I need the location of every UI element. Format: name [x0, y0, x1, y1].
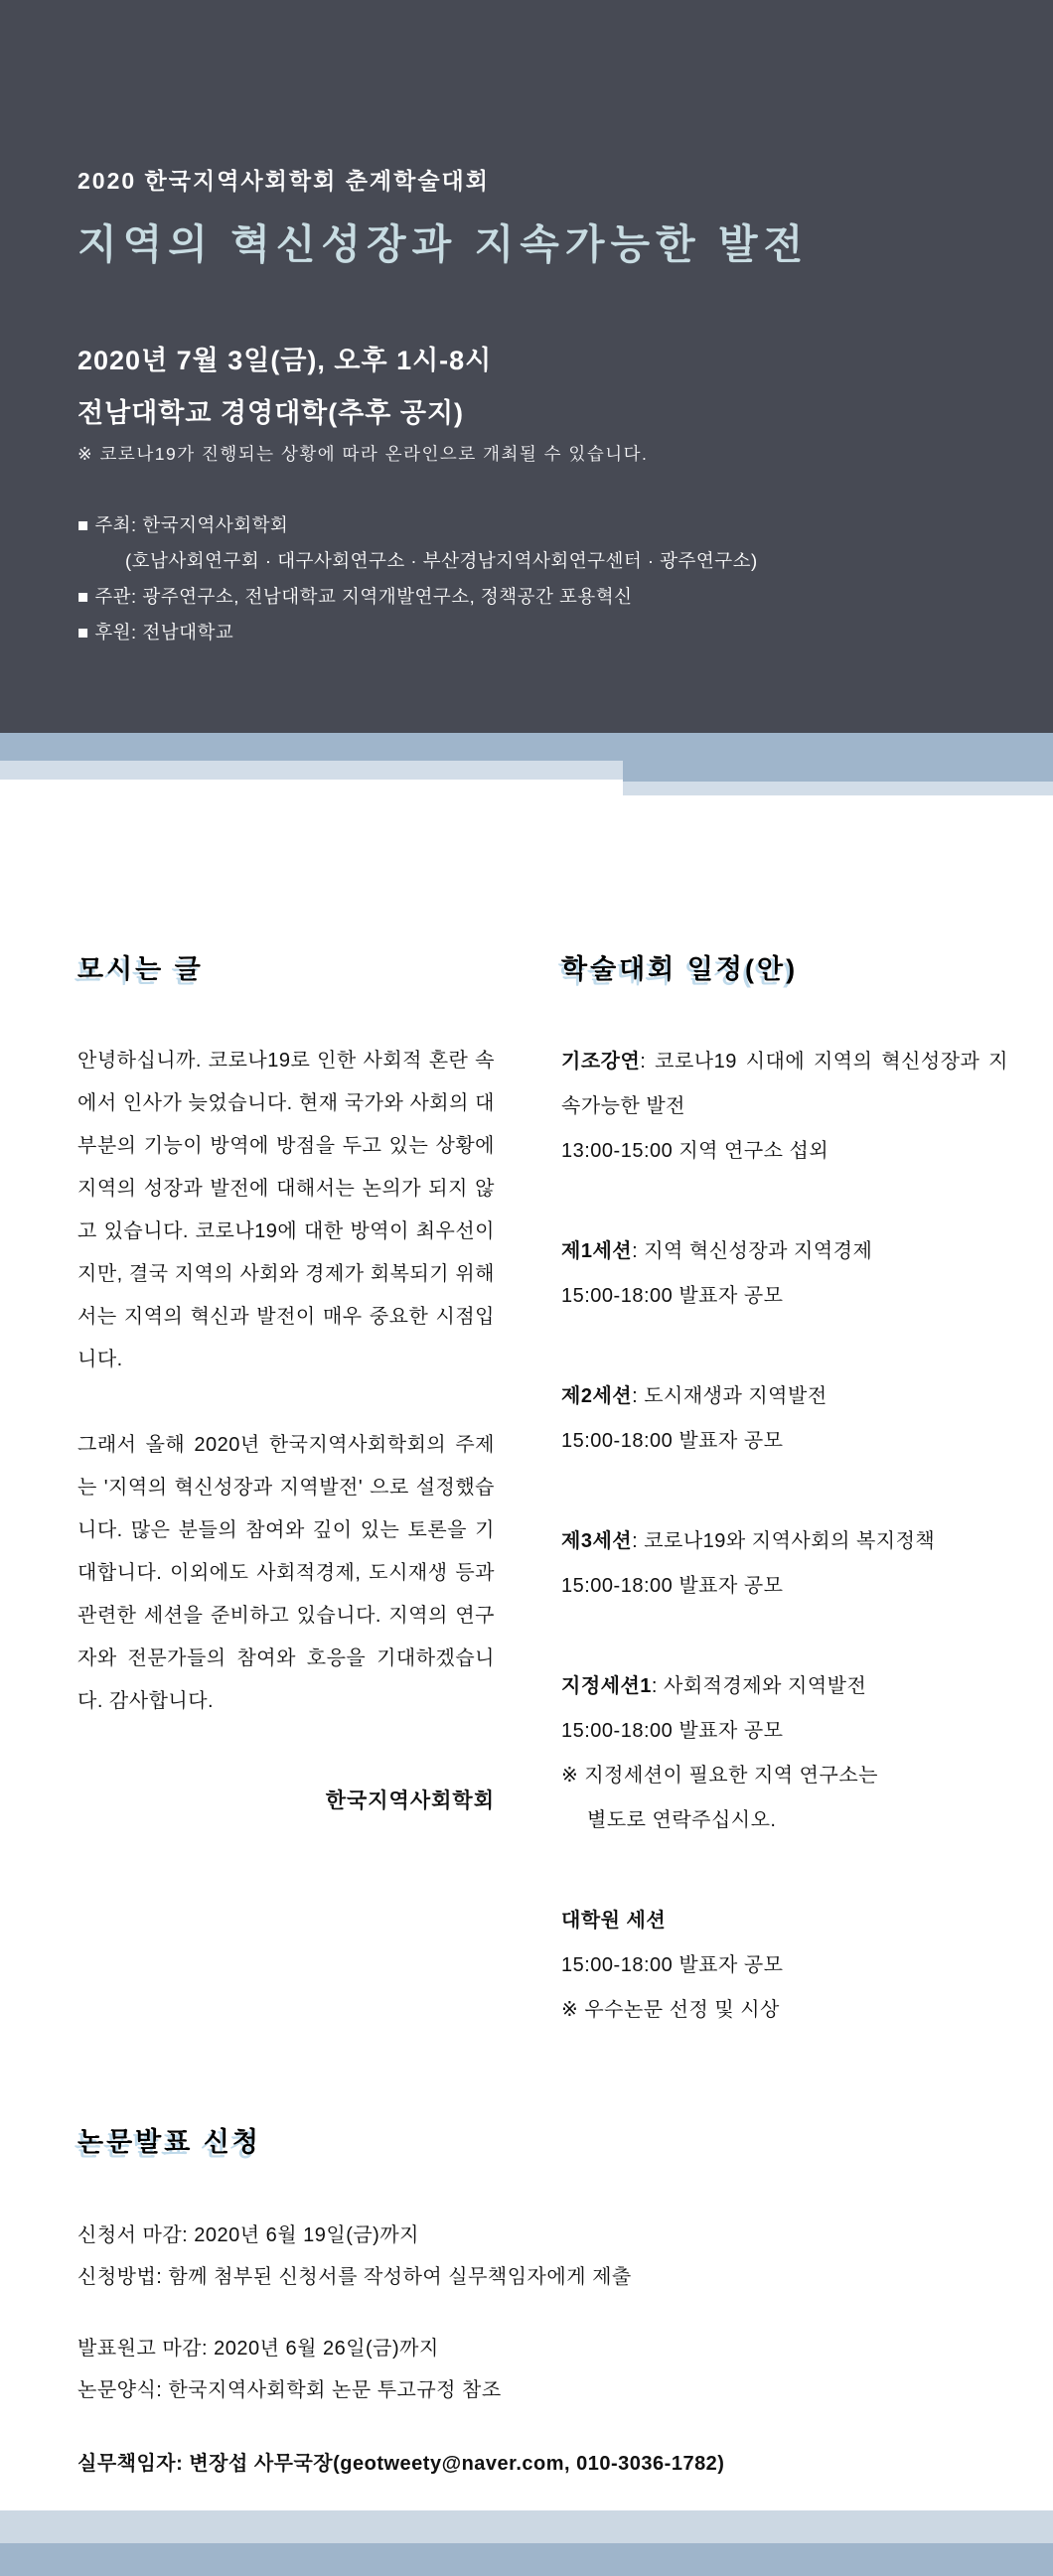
- schedule-heading: 학술대회 일정(안): [561, 954, 799, 984]
- supervision-line: ■ 주관: 광주연구소, 전남대학교 지역개발연구소, 정책공간 포용혁신: [77, 586, 633, 608]
- schedule-item-note: ※ 지정세션이 필요한 지역 연구소는: [561, 1765, 878, 1787]
- schedule-item-label: 제2세션: [561, 1385, 633, 1407]
- schedule-item-time: 15:00-18:00 발표자 공모: [561, 1430, 784, 1452]
- submission-section: [77, 2120, 1008, 2485]
- schedule-item-topic: : 코로나19 시대에 지역의 혁신성장과 지속가능한 발전: [561, 1051, 1008, 1117]
- schedule-item-topic: : 사회적경제와 지역발전: [651, 1675, 867, 1697]
- hero-section: [0, 0, 1053, 733]
- sponsor-line: ■ 후원: 전남대학교: [77, 622, 234, 644]
- schedule-item-session1: [561, 1229, 1008, 1319]
- schedule-item-session3: [561, 1519, 1008, 1609]
- schedule-item-topic: : 지역 혁신성장과 지역경제: [632, 1240, 873, 1262]
- event-date: 2020년 7월 3일(금), 오후 1시-8시: [77, 346, 493, 376]
- schedule-item-session2: [561, 1374, 1008, 1464]
- footer-band-light: [0, 2510, 1053, 2543]
- event-venue: 전남대학교 경영대학(추후 공지): [77, 398, 465, 429]
- schedule-item-note: ※ 우수논문 선정 및 시상: [561, 1999, 780, 2021]
- schedule-item-label: 대학원 세션: [561, 1910, 667, 1932]
- invitation-paragraph-2: 그래서 올해 2020년 한국지역사회학회의 주제는 '지역의 혁신성장과 지역발전' 으로 설정했습니다. 많은 분들의 참여와 깊이 있는 토론을 기대합니다. 이외에도 사회적경제, 도시재생 등과 관련한 세션을 준비하고 있습니다. 지역의 연구자와 전문가들의 참여와 호응을 기대하겠습니다. 감사합니다.: [77, 1434, 495, 1712]
- schedule-section: [561, 947, 1008, 2033]
- online-notice: ※ 코로나19가 진행되는 상황에 따라 온라인으로 개최될 수 있습니다.: [77, 444, 649, 465]
- schedule-item-graduate-session: [561, 1899, 1008, 2033]
- schedule-item-title: [561, 1519, 1008, 1564]
- poster-body: [0, 796, 1053, 2485]
- submission-deadline-line: 신청서 마감: 2020년 6월 19일(금)까지: [77, 2224, 419, 2246]
- schedule-item-label: 제3세션: [561, 1530, 633, 1552]
- event-label: 2020 한국지역사회학회 춘계학술대회: [77, 168, 490, 194]
- schedule-item-time: 15:00-18:00 발표자 공모: [561, 1285, 784, 1307]
- manuscript-deadline-line: 발표원고 마감: 2020년 6월 26일(금)까지: [77, 2338, 439, 2360]
- submission-method-line: 신청방법: 함께 첨부된 신청서를 작성하여 실무책임자에게 제출: [77, 2266, 632, 2288]
- schedule-item-time: 13:00-15:00 지역 연구소 섭외: [561, 1140, 829, 1162]
- invitation-heading: 모시는 글: [77, 954, 204, 984]
- invitation-signature: 한국지역사회학회: [325, 1789, 495, 1812]
- schedule-item-title: [561, 1229, 1008, 1274]
- invitation-paragraph-1: 안녕하십니까. 코로나19로 인한 사회적 혼란 속에서 인사가 늦었습니다. 현재 국가와 사회의 대부분의 기능이 방역에 방점을 두고 있는 상황에 지역의 성장과 발전에 대해서는 논의가 되지 않고 있습니다. 코로나19에 대한 방역이 최우선이지만, 결국 지역의 사회와 경제가 회복되기 위해서는 지역의 혁신과 발전이 매우 중요한 시점입니다.: [77, 1050, 495, 1370]
- schedule-item-special-session: [561, 1664, 1008, 1843]
- divider-band-zone: [0, 733, 1053, 796]
- schedule-item-title: [561, 1899, 1008, 1943]
- schedule-item-label: 지정세션1: [561, 1675, 652, 1697]
- schedule-item-keynote: [561, 1040, 1008, 1174]
- host-detail-line: (호남사회연구회 · 대구사회연구소 · 부산경남지역사회연구센터 · 광주연구소): [125, 550, 758, 572]
- contact-line: 실무책임자: 변장섭 사무국장(geotweety@naver.com, 010-3036-1782): [77, 2453, 725, 2475]
- invitation-section: [77, 947, 495, 2033]
- schedule-item-topic: : 도시재생과 지역발전: [632, 1385, 827, 1407]
- paper-format-line: 논문양식: 한국지역사회학회 논문 투고규정 참조: [77, 2379, 502, 2401]
- schedule-item-title: [561, 1664, 1008, 1709]
- host-line: ■ 주최: 한국지역사회학회: [77, 514, 289, 536]
- schedule-item-time: 15:00-18:00 발표자 공모: [561, 1575, 784, 1597]
- schedule-item-label: 제1세션: [561, 1240, 633, 1262]
- spacer: [77, 2298, 1008, 2328]
- schedule-item-time: 15:00-18:00 발표자 공모: [561, 1954, 784, 1976]
- footer-band-medium: [0, 2543, 1053, 2576]
- organizer-list: [77, 514, 993, 644]
- schedule-item-topic: : 코로나19와 지역사회의 복지정책: [632, 1530, 936, 1552]
- divider-band-light-left: [0, 761, 623, 780]
- divider-band-medium-left: [0, 733, 623, 761]
- schedule-item-title: [561, 1374, 1008, 1419]
- divider-band-medium-right: [623, 733, 1053, 782]
- schedule-item-label: 기조강연: [561, 1051, 641, 1073]
- schedule-item-note-continued: 별도로 연락주십시오.: [587, 1809, 777, 1831]
- submission-heading: 논문발표 신청: [77, 2127, 261, 2157]
- schedule-item-time: 15:00-18:00 발표자 공모: [561, 1720, 784, 1742]
- divider-band-light-right: [623, 782, 1053, 795]
- page-title: 지역의 혁신성장과 지속가능한 발전: [77, 221, 810, 267]
- schedule-item-title: [561, 1040, 1008, 1129]
